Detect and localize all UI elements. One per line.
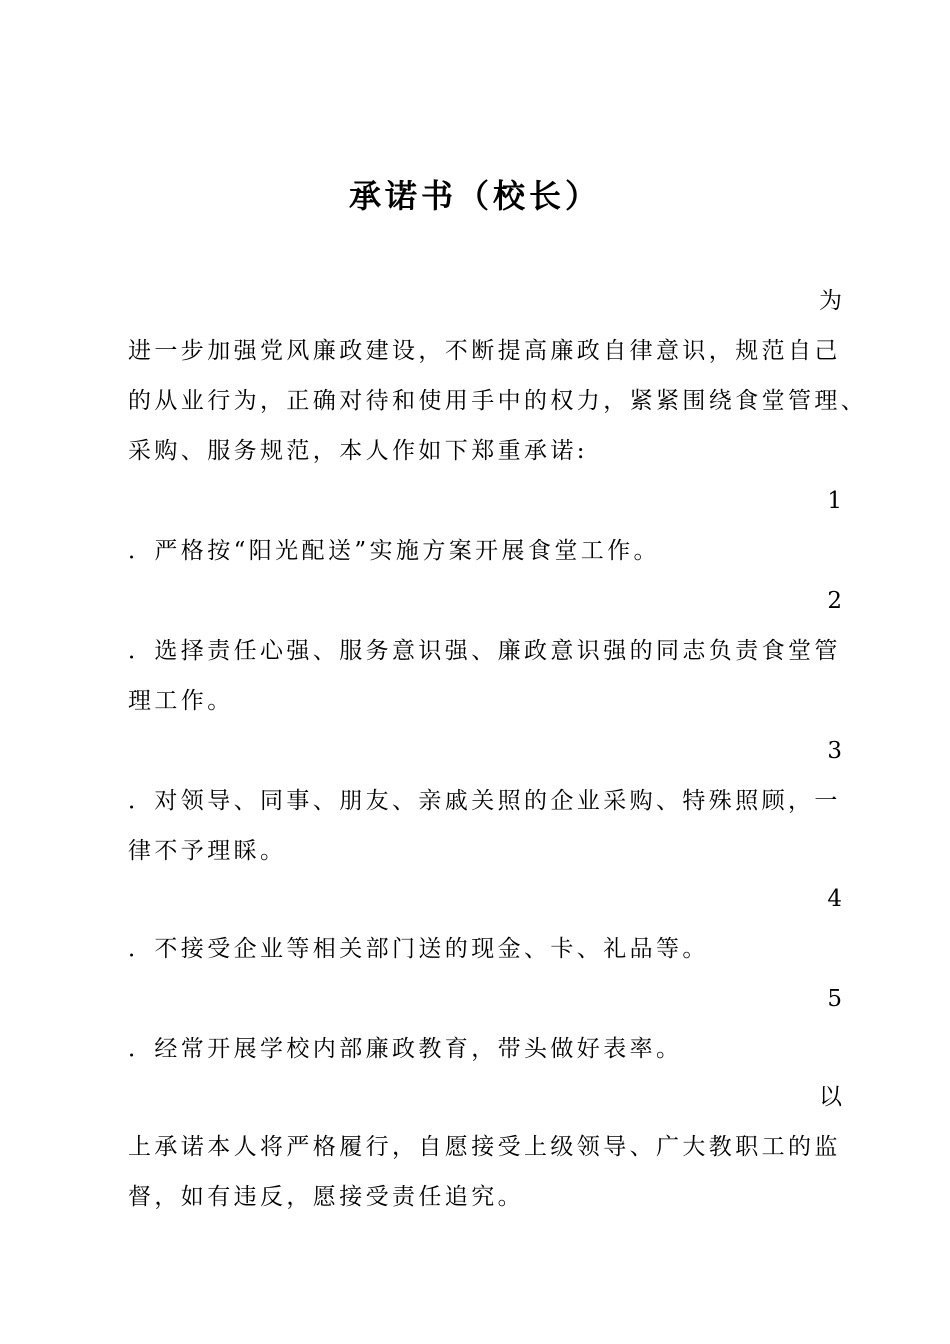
item-number: 2	[827, 588, 842, 614]
item-text: ．严格按“阳光配送”实施方案开展食堂工作。	[128, 538, 660, 564]
closing-line: 上承诺本人将严格履行，自愿接受上级领导、广大教职工的监	[128, 1134, 841, 1160]
closing-lead-char: 以	[819, 1084, 842, 1110]
item-text: ．经常开展学校内部廉政教育，带头做好表率。	[128, 1036, 683, 1062]
item-text: 理工作。	[128, 688, 234, 714]
item-number: 5	[827, 986, 842, 1012]
item-number: 4	[827, 886, 842, 912]
item-text: ．不接受企业等相关部门送的现金、卡、礼品等。	[128, 936, 709, 962]
intro-line: 进一步加强党风廉政建设，不断提高廉政自律意识，规范自己	[128, 338, 841, 364]
item-text: ．选择责任心强、服务意识强、廉政意识强的同志负责食堂管	[128, 638, 841, 664]
closing-line: 督，如有违反，愿接受责任追究。	[128, 1184, 524, 1210]
intro-line: 采购、服务规范，本人作如下郑重承诺:	[128, 438, 588, 464]
item-number: 1	[827, 488, 842, 514]
document-title: 承诺书（校长）	[348, 177, 601, 215]
item-text: 律不予理睬。	[128, 838, 287, 864]
item-number: 3	[827, 738, 842, 764]
item-text: ．对领导、同事、朋友、亲戚关照的企业采购、特殊照顾，一	[128, 788, 841, 814]
intro-line: 的从业行为，正确对待和使用手中的权力，紧紧围绕食堂管理、	[128, 388, 868, 414]
intro-lead-char: 为	[819, 288, 842, 314]
